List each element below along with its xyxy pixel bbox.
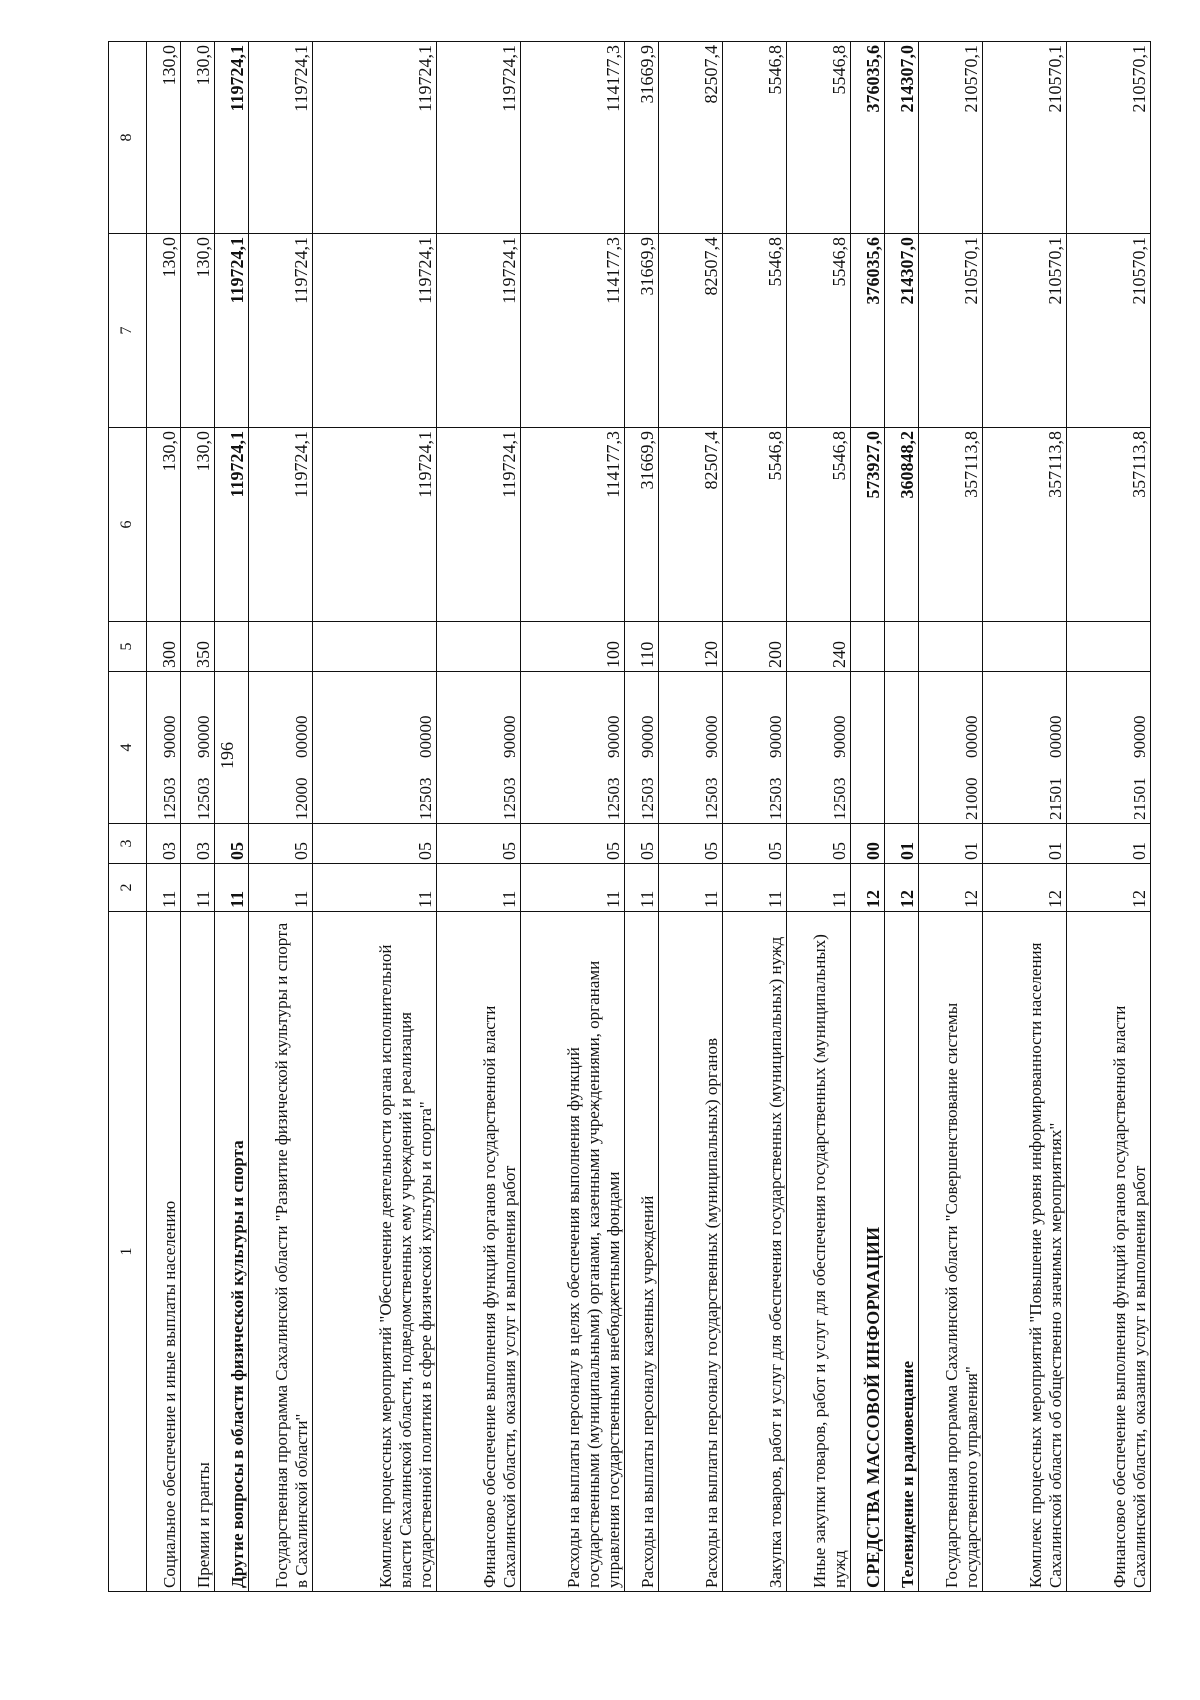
expense-type-cell: [313, 622, 437, 672]
row-name-cell: Расходы на выплаты персоналу государственных (муниципальных) органов: [659, 912, 723, 1592]
row-name-cell: Иные закупки товаров, работ и услуг для обеспечения государственных (муниципальных) нужд: [787, 912, 851, 1592]
amount-col6-cell: 573927,0: [851, 428, 885, 622]
target-article-program: 12503: [194, 777, 214, 820]
expense-type-cell: [983, 622, 1067, 672]
table-row: [787, 42, 851, 1592]
table-row: [181, 42, 215, 1592]
table-body: [109, 42, 1151, 1592]
amount-col6-cell: 357113,8: [919, 428, 983, 622]
ved-code-cell: 12: [919, 864, 983, 912]
target-article-direction: 90000: [830, 715, 850, 758]
amount-col8-cell: 31669,9: [625, 42, 659, 234]
expense-type-cell: 110: [625, 622, 659, 672]
header-cell: 3: [109, 824, 147, 864]
page-number: 196: [217, 742, 237, 769]
expense-type-cell: 240: [787, 622, 851, 672]
amount-col6-cell: 5546,8: [787, 428, 851, 622]
amount-col6-cell: 5546,8: [723, 428, 787, 622]
target-article-program: 21501: [1046, 777, 1066, 820]
target-article-program: 12000: [292, 777, 312, 820]
ved-code-cell: 11: [659, 864, 723, 912]
expense-type-cell: [851, 622, 885, 672]
section-code-cell: 01: [1067, 824, 1151, 864]
ved-code-cell: 11: [625, 864, 659, 912]
section-code-cell: 01: [983, 824, 1067, 864]
amount-col7-cell: 376035,6: [851, 234, 885, 428]
amount-col7-cell: 31669,9: [625, 234, 659, 428]
ved-code-cell: 12: [885, 864, 919, 912]
target-article-cell: [723, 672, 787, 824]
header-cell: 6: [109, 428, 147, 622]
amount-col6-cell: 31669,9: [625, 428, 659, 622]
table-row: [625, 42, 659, 1592]
amount-col8-cell: 5546,8: [723, 42, 787, 234]
target-article-cell: [1067, 672, 1151, 824]
target-article-direction: 90000: [702, 715, 722, 758]
row-name-cell: Финансовое обеспечение выполнения функций органов государственной власти Сахалинской области, оказания услуг и выполнения работ: [437, 912, 521, 1592]
amount-col7-cell: 82507,4: [659, 234, 723, 428]
amount-col8-cell: 119724,1: [437, 42, 521, 234]
row-name-cell: Телевидение и радиовещание: [885, 912, 919, 1592]
amount-col7-cell: 130,0: [147, 234, 181, 428]
amount-col7-cell: 214307,0: [885, 234, 919, 428]
ved-code-cell: 11: [521, 864, 625, 912]
expense-type-cell: [215, 622, 249, 672]
row-name-cell: Государственная программа Сахалинской области "Совершенствование системы государственного управления": [919, 912, 983, 1592]
ved-code-cell: 11: [313, 864, 437, 912]
section-code-cell: 00: [851, 824, 885, 864]
amount-col8-cell: 376035,6: [851, 42, 885, 234]
target-article-direction: 90000: [500, 715, 520, 758]
target-article-cell: [147, 672, 181, 824]
target-article-direction: 90000: [604, 715, 624, 758]
ved-code-cell: 12: [851, 864, 885, 912]
amount-col6-cell: 82507,4: [659, 428, 723, 622]
amount-col7-cell: 130,0: [181, 234, 215, 428]
amount-col8-cell: 210570,1: [1067, 42, 1151, 234]
target-article-cell: [787, 672, 851, 824]
amount-col7-cell: 114177,3: [521, 234, 625, 428]
ved-code-cell: 11: [147, 864, 181, 912]
section-code-cell: 05: [215, 824, 249, 864]
section-code-cell: 01: [885, 824, 919, 864]
amount-col6-cell: 130,0: [181, 428, 215, 622]
target-article-cell: [521, 672, 625, 824]
row-name-cell: Закупка товаров, работ и услуг для обеспечения государственных (муниципальных) нужд: [723, 912, 787, 1592]
target-article-cell: [625, 672, 659, 824]
table-row: [313, 42, 437, 1592]
rotated-page: [108, 42, 1150, 1592]
section-code-cell: 01: [919, 824, 983, 864]
amount-col7-cell: 119724,1: [215, 234, 249, 428]
table-row: [919, 42, 983, 1592]
amount-col6-cell: 119724,1: [313, 428, 437, 622]
section-code-cell: 05: [659, 824, 723, 864]
amount-col7-cell: 5546,8: [723, 234, 787, 428]
amount-col7-cell: 210570,1: [983, 234, 1067, 428]
table-row: [723, 42, 787, 1592]
target-article-cell: [249, 672, 313, 824]
table-row: [885, 42, 919, 1592]
amount-col6-cell: 119724,1: [437, 428, 521, 622]
table-row: [851, 42, 885, 1592]
section-code-cell: 03: [147, 824, 181, 864]
amount-col6-cell: 357113,8: [1067, 428, 1151, 622]
header-cell: 4: [109, 672, 147, 824]
expense-type-cell: 120: [659, 622, 723, 672]
rotated-content: [108, 42, 1150, 1592]
target-article-program: 12503: [160, 777, 180, 820]
target-article-direction: 90000: [160, 715, 180, 758]
header-row: [109, 42, 147, 1592]
table-row: [983, 42, 1067, 1592]
amount-col6-cell: 357113,8: [983, 428, 1067, 622]
section-code-cell: 05: [723, 824, 787, 864]
row-name-cell: СРЕДСТВА МАССОВОЙ ИНФОРМАЦИИ: [851, 912, 885, 1592]
target-article-cell: [659, 672, 723, 824]
expense-type-cell: [1067, 622, 1151, 672]
target-article-program: 12503: [638, 777, 658, 820]
row-name-cell: Премии и гранты: [181, 912, 215, 1592]
amount-col8-cell: 210570,1: [919, 42, 983, 234]
target-article-program: 12503: [416, 777, 436, 820]
target-article-program: 21501: [1130, 777, 1150, 820]
section-code-cell: 05: [625, 824, 659, 864]
target-article-direction: 90000: [1130, 715, 1150, 758]
row-name-cell: Финансовое обеспечение выполнения функций органов государственной власти Сахалинской области, оказания услуг и выполнения работ: [1067, 912, 1151, 1592]
row-name-cell: Комплекс процессных мероприятий "Обеспечение деятельности органа исполнительной власти Сахалинской области, подведомственных ему учреждений и реализация государственной политики в сфере физической культуры и спорта": [313, 912, 437, 1592]
amount-col8-cell: 130,0: [181, 42, 215, 234]
target-article-direction: 90000: [766, 715, 786, 758]
expense-type-cell: 300: [147, 622, 181, 672]
target-article-direction: 00000: [1046, 715, 1066, 758]
target-article-program: 12503: [702, 777, 722, 820]
target-article-cell: [181, 672, 215, 824]
header-cell: 8: [109, 42, 147, 234]
amount-col8-cell: 82507,4: [659, 42, 723, 234]
row-name-cell: Расходы на выплаты персоналу в целях обеспечения выполнения функций государственными (муниципальными) органами, казенными учреждениями, органами управления государственными внебюджетными фондами: [521, 912, 625, 1592]
target-article-direction: 90000: [638, 715, 658, 758]
ved-code-cell: 11: [787, 864, 851, 912]
amount-col6-cell: 119724,1: [215, 428, 249, 622]
amount-col6-cell: 114177,3: [521, 428, 625, 622]
amount-col7-cell: 210570,1: [919, 234, 983, 428]
target-article-program: 12503: [604, 777, 624, 820]
table-row: [437, 42, 521, 1592]
row-name-cell: Комплекс процессных мероприятий "Повышение уровня информированности населения Сахалинской области об общественно значимых мероприятиях": [983, 912, 1067, 1592]
target-article-cell: [313, 672, 437, 824]
amount-col7-cell: 119724,1: [249, 234, 313, 428]
section-code-cell: 05: [249, 824, 313, 864]
header-cell: 5: [109, 622, 147, 672]
target-article-program: 12503: [766, 777, 786, 820]
amount-col8-cell: 130,0: [147, 42, 181, 234]
table-row: [1067, 42, 1151, 1592]
budget-table: [108, 41, 1151, 1592]
table-row: [215, 42, 249, 1592]
amount-col6-cell: 360848,2: [885, 428, 919, 622]
amount-col7-cell: 5546,8: [787, 234, 851, 428]
amount-col7-cell: 119724,1: [313, 234, 437, 428]
header-cell: 2: [109, 864, 147, 912]
amount-col8-cell: 119724,1: [313, 42, 437, 234]
target-article-direction: 00000: [962, 715, 982, 758]
expense-type-cell: 100: [521, 622, 625, 672]
target-article-cell: [885, 672, 919, 824]
amount-col8-cell: 119724,1: [215, 42, 249, 234]
amount-col6-cell: 130,0: [147, 428, 181, 622]
expense-type-cell: 200: [723, 622, 787, 672]
target-article-cell: [919, 672, 983, 824]
ved-code-cell: 12: [1067, 864, 1151, 912]
header-cell: 1: [109, 912, 147, 1592]
ved-code-cell: 11: [249, 864, 313, 912]
target-article-program: 12503: [500, 777, 520, 820]
amount-col8-cell: 214307,0: [885, 42, 919, 234]
table-row: [521, 42, 625, 1592]
row-name-cell: Государственная программа Сахалинской области "Развитие физической культуры и спорта в Сахалинской области": [249, 912, 313, 1592]
expense-type-cell: [249, 622, 313, 672]
row-name-cell: Социальное обеспечение и иные выплаты населению: [147, 912, 181, 1592]
section-code-cell: 03: [181, 824, 215, 864]
ved-code-cell: 11: [181, 864, 215, 912]
amount-col7-cell: 119724,1: [437, 234, 521, 428]
amount-col7-cell: 210570,1: [1067, 234, 1151, 428]
header-cell: 7: [109, 234, 147, 428]
ved-code-cell: 11: [215, 864, 249, 912]
target-article-cell: [983, 672, 1067, 824]
table-row: [659, 42, 723, 1592]
target-article-cell: [215, 672, 249, 824]
target-article-program: 12503: [830, 777, 850, 820]
amount-col6-cell: 119724,1: [249, 428, 313, 622]
target-article-program: 21000: [962, 777, 982, 820]
amount-col8-cell: 119724,1: [249, 42, 313, 234]
target-article-cell: [437, 672, 521, 824]
expense-type-cell: [919, 622, 983, 672]
target-article-direction: 90000: [194, 715, 214, 758]
ved-code-cell: 11: [437, 864, 521, 912]
target-article-direction: 00000: [416, 715, 436, 758]
section-code-cell: 05: [437, 824, 521, 864]
expense-type-cell: [885, 622, 919, 672]
expense-type-cell: 350: [181, 622, 215, 672]
ved-code-cell: 12: [983, 864, 1067, 912]
row-name-cell: Расходы на выплаты персоналу казенных учреждений: [625, 912, 659, 1592]
table-row: [249, 42, 313, 1592]
target-article-cell: [851, 672, 885, 824]
amount-col8-cell: 210570,1: [983, 42, 1067, 234]
section-code-cell: 05: [313, 824, 437, 864]
amount-col8-cell: 114177,3: [521, 42, 625, 234]
section-code-cell: 05: [787, 824, 851, 864]
amount-col8-cell: 5546,8: [787, 42, 851, 234]
section-code-cell: 05: [521, 824, 625, 864]
expense-type-cell: [437, 622, 521, 672]
ved-code-cell: 11: [723, 864, 787, 912]
table-row: [147, 42, 181, 1592]
row-name-cell: Другие вопросы в области физической культуры и спорта: [215, 912, 249, 1592]
target-article-direction: 00000: [292, 715, 312, 758]
